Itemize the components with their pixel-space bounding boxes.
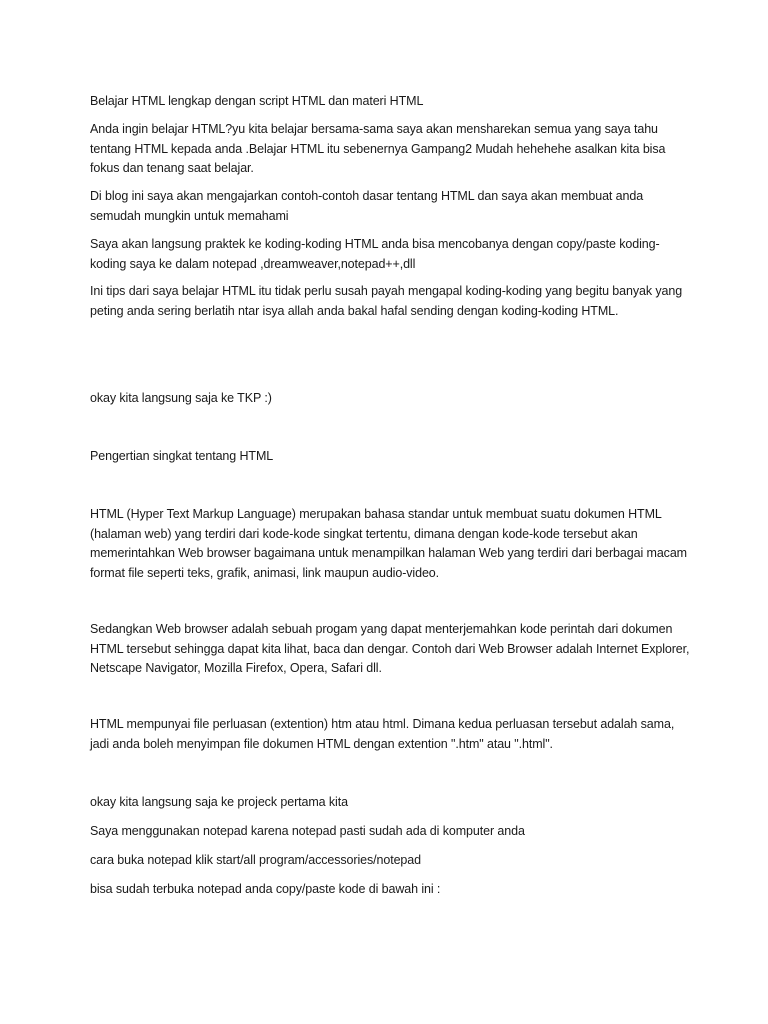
paragraph-first-project: okay kita langsung saja ke projeck pertama kita [90, 795, 348, 809]
paragraph-tkp: okay kita langsung saja ke TKP :) [90, 391, 272, 405]
paragraph-intro: Anda ingin belajar HTML?yu kita belajar bersama-sama saya akan mensharekan semua yang saya tahu tentang HTML kepada anda .Belajar HTML itu sebenernya Gampang2 Mudah hehehehe asalkan kita bisa fokus dan tenang saat belajar. [90, 122, 666, 175]
paragraph-extension: HTML mempunyai file perluasan (extention) htm atau html. Dimana kedua perluasan tersebut adalah sama, jadi anda boleh menyimpan file dokumen HTML dengan extention ".htm" atau ".html". [90, 717, 675, 751]
paragraph-blog: Di blog ini saya akan mengajarkan contoh-contoh dasar tentang HTML dan saya akan membuat anda semudah mungkin untuk memahami [90, 189, 644, 223]
paragraph-web-browser: Sedangkan Web browser adalah sebuah progam yang dapat menterjemahkan kode perintah dari dokumen HTML tersebut sehingga dapat kita lihat, baca dan dengar. Contoh dari Web Browser adalah Internet Explorer, Netscape Navigator, Mozilla Firefox, Opera, Safari dll. [90, 622, 690, 675]
paragraph-html-definition: HTML (Hyper Text Markup Language) merupakan bahasa standar untuk membuat suatu dokumen HTML (halaman web) yang terdiri dari kode-kode singkat tertentu, dimana dengan kode-kode tersebut akan memerintahkan Web browser bagaimana untuk menampilkan halaman Web yang terdiri dari berbagai macam format file seperti teks, grafik, animasi, link maupun audio-video. [90, 507, 687, 580]
paragraph-copy-paste: bisa sudah terbuka notepad anda copy/paste kode di bawah ini : [90, 882, 441, 896]
paragraph-open-notepad: cara buka notepad klik start/all program/accessories/notepad [90, 853, 421, 867]
document-title: Belajar HTML lengkap dengan script HTML dan materi HTML [90, 94, 424, 108]
section-heading-pengertian: Pengertian singkat tentang HTML [90, 449, 274, 463]
document-page [90, 0, 690, 1024]
paragraph-tips: Ini tips dari saya belajar HTML itu tidak perlu susah payah mengapal koding-koding yang begitu banyak yang peting anda sering berlatih ntar isya allah anda bakal hafal sending dengan koding-koding HTML. [90, 284, 683, 318]
paragraph-notepad: Saya menggunakan notepad karena notepad pasti sudah ada di komputer anda [90, 824, 525, 838]
paragraph-practice: Saya akan langsung praktek ke koding-koding HTML anda bisa mencobanya dengan copy/paste koding-koding saya ke dalam notepad ,dreamweaver,notepad++,dll [90, 237, 660, 271]
